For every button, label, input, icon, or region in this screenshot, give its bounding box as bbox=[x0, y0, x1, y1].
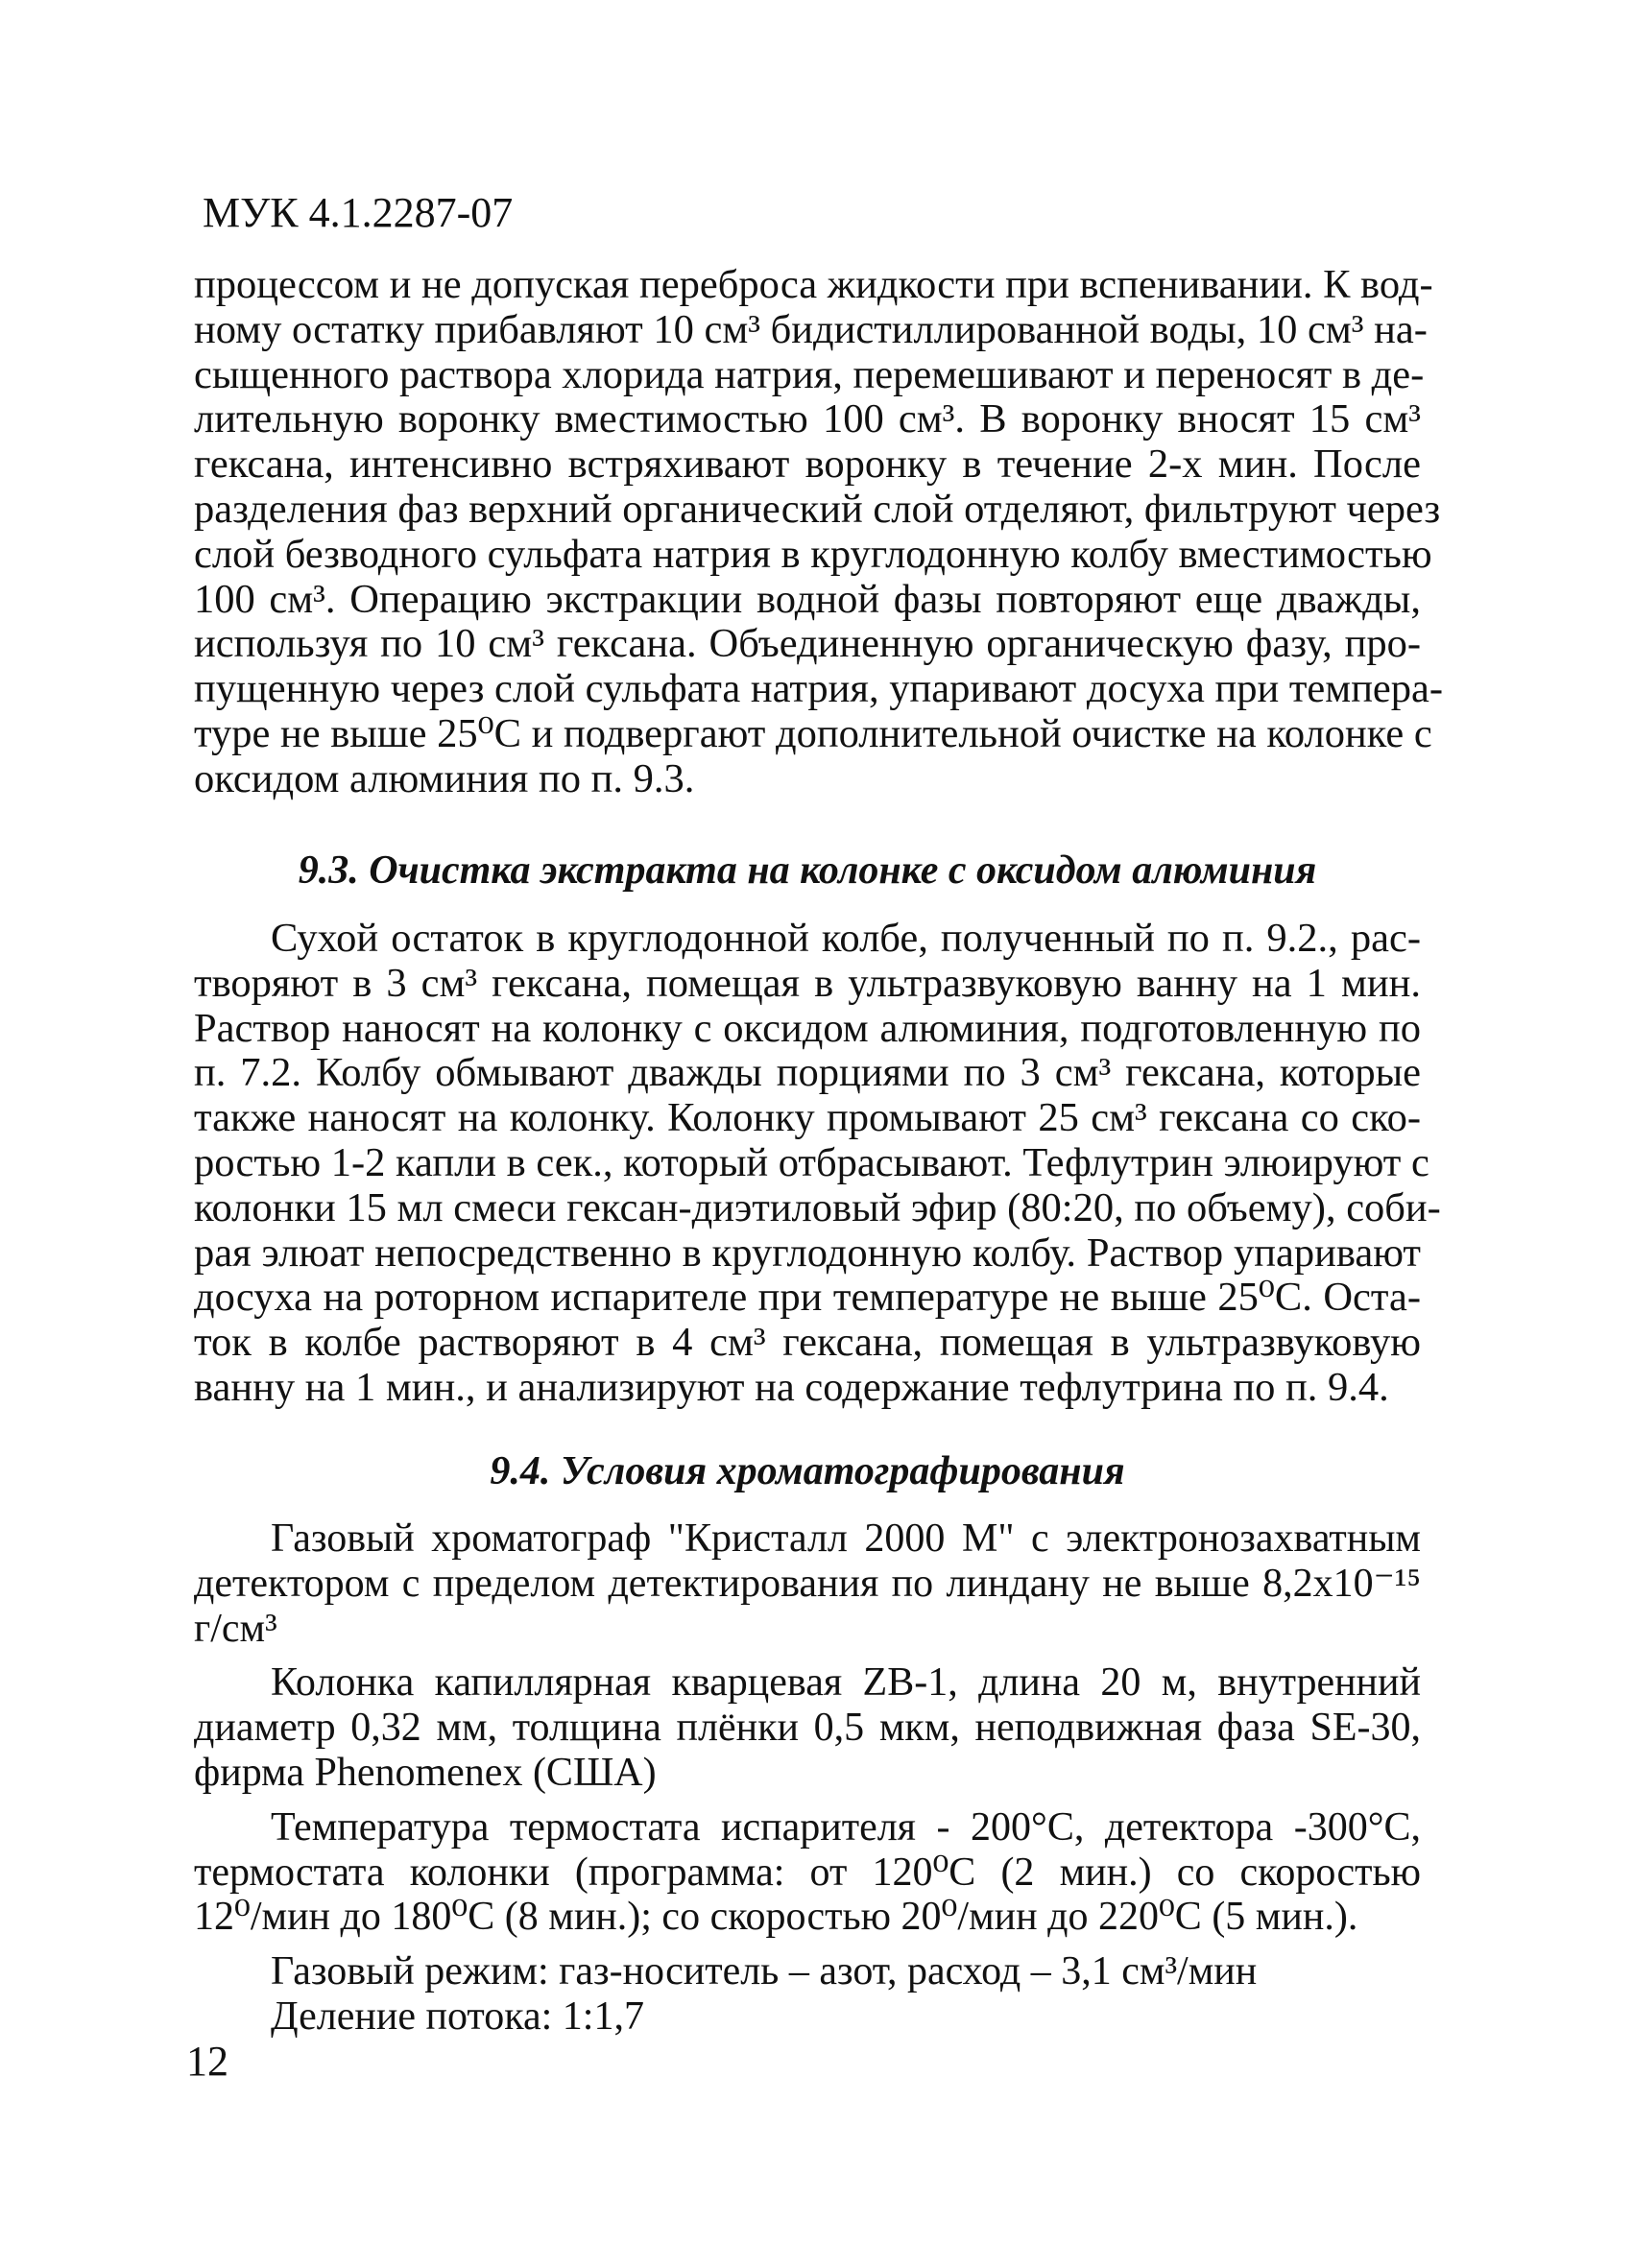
text-line: п. 7.2. Колбу обмывают дважды порциями по 3 см³ гексана, которые bbox=[194, 1050, 1421, 1096]
spacer bbox=[194, 1796, 1421, 1805]
column-line: Колонка капиллярная кварцевая ZB-1, длина 20 м, внутренний bbox=[271, 1660, 1421, 1706]
paragraph-continuation bbox=[194, 262, 1444, 802]
text-line: творяют в 3 см³ гексана, помещая в ультразвуковую ванну на 1 мин. bbox=[194, 960, 1421, 1006]
temperature-line: 12⁰/мин до 180⁰С (8 мин.); со скоростью 20⁰/мин до 220⁰С (5 мин.). bbox=[194, 1895, 1358, 1940]
text-line: пущенную через слой сульфата натрия, упаривают досуха при темпера- bbox=[194, 666, 1444, 712]
text-line: слой безводного сульфата натрия в круглодонную колбу вместимостью bbox=[194, 531, 1432, 577]
spacer bbox=[194, 1651, 1421, 1660]
detector-line: Газовый хроматограф "Кристалл 2000 М" с электронозахватным bbox=[271, 1516, 1421, 1561]
section-9-3-paragraph bbox=[194, 916, 1441, 1411]
text-line: ростью 1-2 капли в сек., который отбрасывают. Тефлутрин элюируют с bbox=[194, 1139, 1429, 1185]
text-line: ток в колбе растворяют в 4 см³ гексана, помещая в ультразвуковую bbox=[194, 1320, 1421, 1366]
text-line: используя по 10 см³ гексана. Объединенную органическую фазу, про- bbox=[194, 621, 1421, 667]
section-title-9-4: 9.4. Условия хроматографирования bbox=[490, 1449, 1125, 1493]
text-line: Раствор наносят на колонку с оксидом алюминия, подготовленную по bbox=[194, 1005, 1421, 1051]
text-line: ному остатку прибавляют 10 см³ бидистиллированной воды, 10 см³ на- bbox=[194, 306, 1428, 352]
text-line: колонки 15 мл смеси гексан-диэтиловый эфир (80:20, по объему), соби- bbox=[194, 1184, 1441, 1230]
text-line: досуха на роторном испарителе при температуре не выше 25⁰С. Оста- bbox=[194, 1275, 1421, 1321]
text-line: туре не выше 25⁰С и подвергают дополнительной очистке на колонке с bbox=[194, 710, 1432, 756]
detector-line: г/см³ bbox=[194, 1606, 277, 1651]
temperature-line: термостата колонки (программа: от 120⁰С (2 мин.) со скоростью bbox=[194, 1850, 1421, 1895]
text-line: рая элюат непосредственно в круглодонную колбу. Раствор упаривают bbox=[194, 1229, 1421, 1276]
text-line: Сухой остаток в круглодонной колбе, полученный по п. 9.2., рас- bbox=[271, 916, 1421, 961]
column-line: фирма Phenomenex (США) bbox=[194, 1750, 657, 1795]
text-line: разделения фаз верхний органический слой отделяют, фильтруют через bbox=[194, 486, 1441, 532]
text-line: 100 см³. Операцию экстракции водной фазы повторяют еще дважды, bbox=[194, 576, 1421, 622]
spacer bbox=[194, 1940, 1421, 1949]
detector-line: детектором с пределом детектирования по линдану не выше 8,2х10⁻¹⁵ bbox=[194, 1561, 1421, 1606]
text-line: процессом и не допуская переброса жидкости при вспенивании. К вод- bbox=[194, 262, 1433, 307]
flow-split-line: Деление потока: 1:1,7 bbox=[271, 1993, 644, 2039]
document-code: МУК 4.1.2287-07 bbox=[203, 189, 514, 236]
text-line: гексана, интенсивно встряхивают воронку в течение 2-х мин. После bbox=[194, 442, 1421, 488]
text-line: лительную воронку вместимостью 100 см³. В воронку вносят 15 см³ bbox=[194, 396, 1421, 442]
text-line: оксидом алюминия по п. 9.3. bbox=[194, 755, 695, 801]
section-9-4-conditions bbox=[194, 1516, 1421, 2040]
page-number: 12 bbox=[186, 2038, 228, 2085]
text-line: ванну на 1 мин., и анализируют на содержание тефлутрина по п. 9.4. bbox=[194, 1364, 1389, 1410]
text-line: также наносят на колонку. Колонку промывают 25 см³ гексана со ско- bbox=[194, 1095, 1421, 1141]
temperature-line: Температура термостата испарителя - 200°С, детектора -300°С, bbox=[271, 1804, 1421, 1850]
column-line: диаметр 0,32 мм, толщина плёнки 0,5 мкм, неподвижная фаза SE-30, bbox=[194, 1706, 1421, 1751]
text-line: сыщенного раствора хлорида натрия, перемешивают и переносят в де- bbox=[194, 351, 1425, 397]
section-title-9-3: 9.3. Очистка экстракта на колонке с оксидом алюминия bbox=[298, 848, 1317, 893]
gas-mode-line: Газовый режим: газ-носитель – азот, расход – 3,1 см³/мин bbox=[271, 1949, 1258, 1994]
